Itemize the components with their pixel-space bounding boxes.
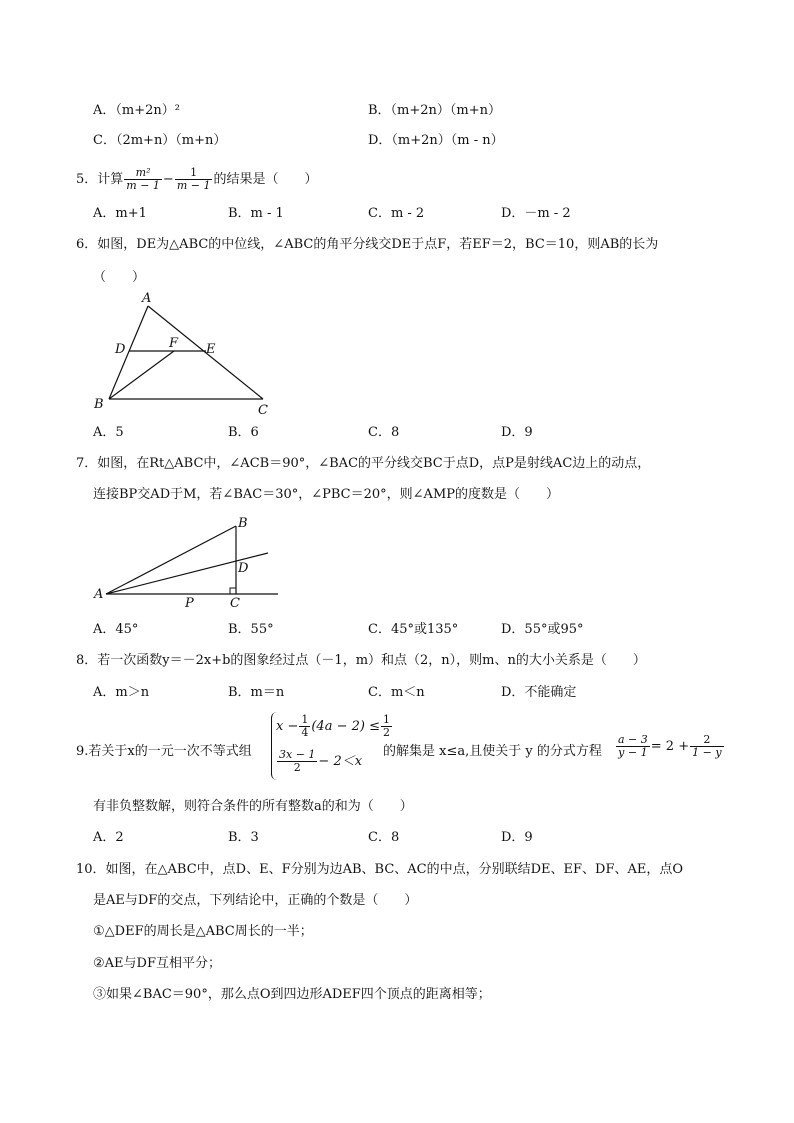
q7-segment-ab xyxy=(106,526,236,594)
q9-inequality-2 xyxy=(276,747,362,777)
q9-ineq1-rhs-num: 1 xyxy=(382,713,390,726)
q6-label-e: E xyxy=(206,342,216,357)
q7-label-b: B xyxy=(238,516,248,531)
q9-ineq2-frac-num: 3x − 1 xyxy=(279,748,316,761)
q9-ineq1-a: x − xyxy=(276,719,299,734)
q9-option-d: D．9 xyxy=(501,830,533,845)
q8-option-c: C．m＜n xyxy=(368,685,425,700)
q5-fraction-2 xyxy=(175,167,213,192)
q9-eq-frac1-num: a − 3 xyxy=(618,733,648,746)
q6-label-c: C xyxy=(258,403,268,418)
q4-option-b: B．（m+2n）（m+n） xyxy=(368,103,502,118)
q9-equation xyxy=(615,732,725,762)
q8-option-b: B．m＝n xyxy=(228,685,285,700)
q9-ineq1-rhs xyxy=(381,714,392,739)
q7-stem-line2: 连接BP交AD于M，若∠BAC＝30°，∠PBC＝20°，则∠AMP的度数是（ ） xyxy=(93,487,560,502)
q6-label-b: B xyxy=(94,397,104,412)
q7-right-angle-mark xyxy=(230,588,236,594)
q9-eq-frac1-den: y − 1 xyxy=(618,746,648,759)
q9-eq-frac1 xyxy=(616,734,650,759)
q5-option-d: D．－m - 2 xyxy=(501,206,571,221)
q9-ineq2-frac xyxy=(277,749,317,774)
q7-label-p: P xyxy=(185,596,194,611)
q6-label-a: A xyxy=(142,291,152,306)
q5-frac1-den: m − 1 xyxy=(126,179,160,192)
q8-option-a: A．m＞n xyxy=(93,685,150,700)
q9-eq-frac2-num: 2 xyxy=(690,734,723,747)
q9-option-c: C．8 xyxy=(368,830,400,845)
q6-option-c: C．8 xyxy=(368,425,400,440)
q9-eq-mid: = 2 + xyxy=(650,739,690,754)
q8-stem: 8．若一次函数y＝－2x+b的图象经过点（－1，m）和点（2，n），则m、n的大小关系是（ ） xyxy=(76,653,646,668)
q7-label-d: D xyxy=(238,561,249,576)
q9-prefix: 9.若关于x的一元一次不等式组 xyxy=(76,744,252,759)
q5-frac1-num: m² xyxy=(124,167,162,180)
q6-stem-line1: 6．如图，DE为△ABC的中位线，∠ABC的角平分线交DE于点F，若EF＝2，BC＝10，则AB的长为 xyxy=(76,237,659,252)
q9-middle-text: 的解集是 x≤a,且使关于 y 的分式方程 xyxy=(383,744,602,759)
q6-label-d: D xyxy=(115,342,126,357)
q9-ineq2-b: − 2＜x xyxy=(318,754,363,769)
q9-ineq1-frac-num: 1 xyxy=(301,713,309,726)
q5-option-a: A．m+1 xyxy=(93,206,147,221)
q9-ineq1-rhs-den: 2 xyxy=(382,726,390,739)
q7-option-a: A．45° xyxy=(93,622,139,637)
q10-conclusion-2: ②AE与DF互相平分； xyxy=(93,956,221,971)
q7-triangle-figure xyxy=(88,512,288,612)
q10-stem-line2: 是AE与DF的交点，下列结论中，正确的个数是（ ） xyxy=(93,893,418,908)
q9-ineq1-frac xyxy=(299,714,310,739)
q6-option-d: D．9 xyxy=(501,425,533,440)
q6-triangle-figure xyxy=(88,285,283,420)
q9-inequality-1 xyxy=(276,712,393,742)
q5-frac2-num: 1 xyxy=(175,167,213,180)
q5-suffix: 的结果是（ ） xyxy=(213,172,318,187)
q4-option-a: A．（m+2n）² xyxy=(93,103,180,118)
q5-option-b: B．m - 1 xyxy=(228,206,284,221)
q6-label-f: F xyxy=(169,336,179,351)
q5-minus: − xyxy=(162,172,174,187)
q5-fraction-1 xyxy=(124,167,162,192)
q5-prefix: 5．计算 xyxy=(76,172,124,187)
q4-option-c: C．（2m+n）（m+n） xyxy=(93,133,227,148)
q9-option-a: A．2 xyxy=(93,830,124,845)
q9-stem-line2: 有非负整数解，则符合条件的所有整数a的和为（ ） xyxy=(93,799,413,814)
q9-eq-frac2 xyxy=(690,734,723,759)
q4-option-d: D．（m+2n）（m - n） xyxy=(368,133,504,148)
q7-label-c: C xyxy=(230,596,240,611)
q10-stem-line1: 10．如图，在△ABC中，点D、E、F分别为边AB、BC、AC的中点，分别联结DE、EF、DF、AE，点O xyxy=(76,862,684,877)
q6-option-a: A．5 xyxy=(93,425,124,440)
q9-ineq2-frac-den: 2 xyxy=(293,761,301,774)
q6-stem-line2: （ ） xyxy=(93,270,146,285)
q9-option-b: B．3 xyxy=(228,830,259,845)
q7-label-a: A xyxy=(94,587,104,602)
q5-stem xyxy=(76,167,317,193)
q7-option-b: B．55° xyxy=(228,622,274,637)
q6-option-b: B．6 xyxy=(228,425,259,440)
q10-conclusion-3: ③如果∠BAC＝90°，那么点O到四边形ADEF四个顶点的距离相等； xyxy=(93,987,491,1002)
q10-conclusion-1: ①△DEF的周长是△ABC周长的一半； xyxy=(93,924,313,939)
q7-stem-line1: 7．如图，在Rt△ABC中，∠ACB＝90°，∠BAC的平分线交BC于点D，点P是射线AC边上的动点， xyxy=(76,456,651,471)
q9-eq-frac2-den: 1 − y xyxy=(692,746,722,759)
q5-frac2-den: m − 1 xyxy=(176,179,211,192)
q9-ineq1-frac-den: 4 xyxy=(301,726,309,739)
q7-option-c: C．45°或135° xyxy=(368,622,459,637)
q7-option-d: D．55°或95° xyxy=(501,622,584,637)
q5-option-c: C．m - 2 xyxy=(368,206,425,221)
q8-option-d: D．不能确定 xyxy=(501,685,577,700)
q9-ineq1-b: (4a − 2) ≤ xyxy=(311,719,380,734)
